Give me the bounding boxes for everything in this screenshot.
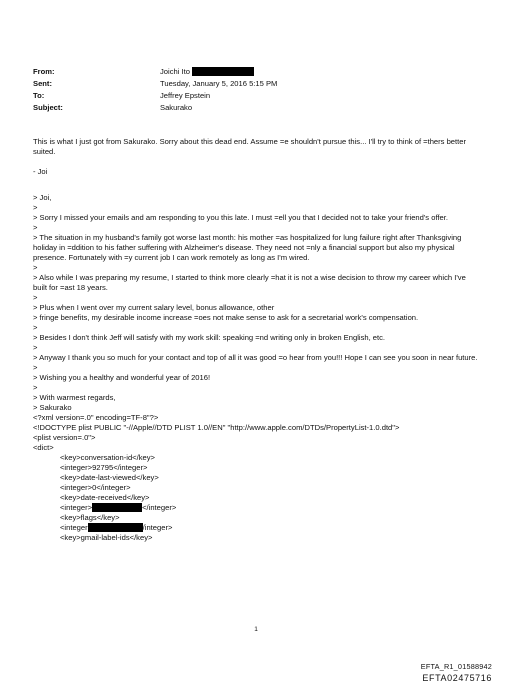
- quoted-line: > Also while I was preparing my resume, I started to think more clearly =hat it is not a wise decision to throw my career which I've built for =ast 18 years.: [33, 273, 466, 292]
- xml-line: <key>conversation-id</key>: [60, 453, 155, 462]
- redaction-block: [192, 67, 254, 76]
- to-label: To:: [33, 91, 45, 100]
- sent-value: Tuesday, January 5, 2016 5:15 PM: [160, 79, 278, 88]
- xml-fragment: <integer: [60, 523, 88, 532]
- xml-line: <integer>92795</integer>: [60, 463, 148, 472]
- xml-line: <?xml version=.0" encoding=TF-8"?>: [33, 413, 159, 422]
- email-body: [33, 137, 481, 543]
- quoted-line: >: [33, 323, 38, 332]
- xml-line: <key>date-last-viewed</key>: [60, 473, 159, 482]
- xml-line: <integer>0</integer>: [60, 483, 131, 492]
- xml-line: <key>date-received</key>: [60, 493, 150, 502]
- quoted-line: >: [33, 263, 38, 272]
- quoted-line: > Plus when I went over my current salary level, bonus allowance, other: [33, 303, 275, 312]
- subject-value: Sakurako: [160, 103, 193, 112]
- quoted-line: >: [33, 343, 38, 352]
- quoted-line: > Anyway I thank you so much for your contact and top of all it was good =o hear from you!!! Hope I can see you soon in near future.: [33, 353, 478, 362]
- quoted-line: >: [33, 363, 38, 372]
- from-label: From:: [33, 67, 55, 76]
- page-number: 1: [254, 626, 258, 633]
- signoff: - Joi: [33, 167, 48, 176]
- xml-fragment: /integer>: [142, 523, 173, 532]
- quoted-line: > Sorry I missed your emails and am responding to you this late. I must =ell you that I decided not to take your friend's offer.: [33, 213, 448, 222]
- bates-stamp-small: EFTA_R1_01588942: [420, 662, 492, 671]
- xml-line: <key>flags</key>: [60, 513, 120, 522]
- quoted-line: > Wishing you a healthy and wonderful year of 2016!: [33, 373, 211, 382]
- xml-line: <dict>: [33, 443, 54, 452]
- from-value: [160, 67, 254, 77]
- quoted-line: > Joi,: [33, 193, 52, 202]
- to-value: Jeffrey Epstein: [160, 91, 211, 100]
- redaction-block: [92, 503, 142, 512]
- intro-paragraph: This is what I just got from Sakurako. Sorry about this dead end. Assume =e shouldn't pursue this... I'll try to think of =thers better suited.: [33, 137, 467, 156]
- quoted-line: >: [33, 203, 38, 212]
- redaction-block: [88, 523, 143, 532]
- quoted-line: > The situation in my husband's family got worse last month: his mother =as hospitalized for lung failure right after Thanksgiving holiday in =ddition to his father suffering with Alzheimer's disease. They need not =nly a financial support but also my physical presence. Fortunately with =y current job I can work remotely as long as I'm wired.: [33, 233, 462, 262]
- xml-fragment: <integer>: [60, 503, 93, 512]
- quoted-line: > Besides I don't think Jeff will satisfy with my work skill: speaking =nd writing only in broken English, etc.: [33, 333, 386, 342]
- quoted-line: > fringe benefits, my desirable income increase =oes not make sense to ask for a secretarial work's compensation.: [33, 313, 419, 322]
- quoted-line: >: [33, 383, 38, 392]
- quoted-line: >: [33, 223, 38, 232]
- sent-label: Sent:: [33, 79, 52, 88]
- xml-line: <key>gmail-label-ids</key>: [60, 533, 153, 542]
- from-name: Joichi Ito: [160, 67, 190, 76]
- quoted-line: >: [33, 293, 38, 302]
- xml-line: <plist version=.0">: [33, 433, 96, 442]
- xml-line-redacted: [33, 503, 481, 513]
- subject-label: Subject:: [33, 103, 63, 112]
- xml-line: <!DOCTYPE plist PUBLIC "-//Apple//DTD PLIST 1.0//EN" "http://www.apple.com/DTDs/PropertyList-1.0.dtd">: [33, 423, 400, 432]
- xml-fragment: </integer>: [142, 503, 177, 512]
- quoted-line: > Sakurako: [33, 403, 72, 412]
- bates-stamp-large: EFTA02475716: [422, 673, 492, 683]
- quoted-line: > With warmest regards,: [33, 393, 116, 402]
- xml-line-redacted: [33, 523, 481, 533]
